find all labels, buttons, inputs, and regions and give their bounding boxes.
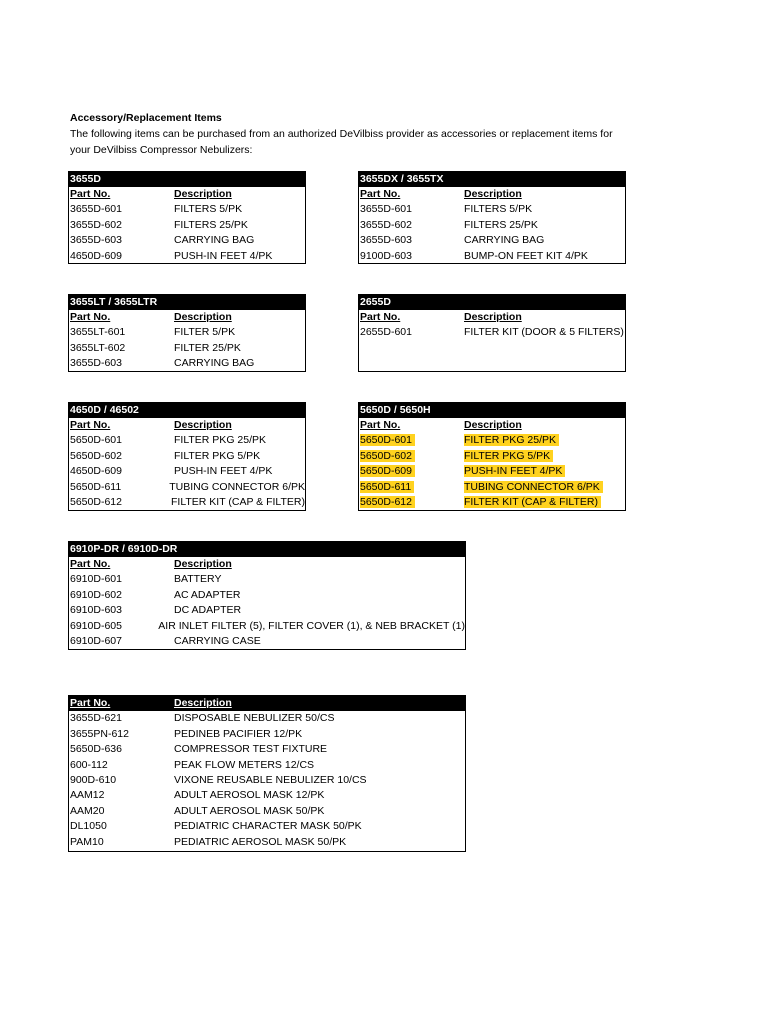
column-header-description: Description — [464, 311, 522, 323]
table-row — [69, 619, 465, 634]
part-number-text: 3655D-601 — [70, 203, 122, 216]
description-text: CARRYING BAG — [174, 357, 255, 370]
part-number-cell — [69, 603, 174, 618]
description-cell — [158, 619, 465, 634]
part-number-cell — [69, 464, 174, 479]
table-row — [359, 249, 625, 264]
table-row — [69, 341, 305, 356]
description-text: PEDIATRIC CHARACTER MASK 50/PK — [174, 820, 362, 833]
part-number-cell — [359, 202, 464, 217]
part-number-cell — [69, 835, 174, 850]
table-row — [69, 433, 305, 448]
description-cell — [464, 325, 624, 340]
description-text: CARRYING BAG — [464, 234, 545, 247]
part-number-text: 3655D-601 — [360, 203, 412, 216]
description-cell — [464, 249, 588, 264]
description-cell — [174, 464, 272, 479]
part-number-text: 5650D-611 — [70, 480, 122, 493]
table-row — [69, 804, 465, 819]
table-row — [69, 727, 465, 742]
table-title: 4650D / 46502 — [69, 403, 305, 418]
column-header-description: Description — [174, 419, 232, 431]
part-number-text: PAM10 — [70, 835, 104, 848]
table-row — [359, 433, 625, 448]
description-text: CARRYING BAG — [174, 234, 255, 247]
description-text: FILTER PKG 5/PK — [464, 450, 553, 462]
table-row — [69, 218, 305, 233]
description-cell — [174, 742, 327, 757]
description-text: FILTER KIT (CAP & FILTER) — [171, 495, 305, 508]
table-row — [69, 249, 305, 264]
table-title: 3655DX / 3655TX — [359, 172, 625, 187]
part-number-text: 900D-610 — [70, 773, 117, 786]
description-cell — [174, 202, 242, 217]
part-number-text: DL1050 — [70, 820, 107, 833]
description-cell — [464, 218, 538, 233]
description-text: PEAK FLOW METERS 12/CS — [174, 758, 315, 771]
description-cell — [174, 727, 302, 742]
description-cell — [174, 603, 241, 618]
table-row — [69, 711, 465, 726]
table-row — [359, 449, 625, 464]
table-row — [69, 495, 305, 510]
column-header-part-no: Part No. — [70, 419, 111, 431]
table-3655dx-3655tx — [358, 171, 626, 264]
part-number-cell — [359, 449, 464, 464]
table-row — [359, 233, 625, 248]
part-number-cell — [69, 218, 174, 233]
column-header-row — [359, 418, 625, 433]
page-title: Accessory/Replacement Items — [70, 112, 222, 124]
table-row — [69, 202, 305, 217]
description-cell — [174, 433, 266, 448]
part-number-cell — [359, 233, 464, 248]
description-cell — [174, 711, 334, 726]
column-header-description: Description — [464, 188, 522, 200]
part-number-text: 3655D-602 — [70, 218, 122, 231]
part-number-cell — [69, 341, 174, 356]
table-row — [69, 449, 305, 464]
description-cell — [174, 341, 241, 356]
table-2655d — [358, 294, 626, 372]
part-number-cell — [359, 249, 464, 264]
description-cell — [464, 495, 601, 510]
column-header-part-no: Part No. — [360, 188, 401, 200]
part-number-text: 5650D-602 — [70, 449, 122, 462]
description-text: ADULT AEROSOL MASK 50/PK — [174, 804, 325, 817]
part-number-cell — [359, 433, 464, 448]
description-cell — [174, 572, 221, 587]
part-number-text: 5650D-612 — [70, 495, 122, 508]
description-cell — [174, 449, 260, 464]
table-title: 5650D / 5650H — [359, 403, 625, 418]
part-number-text: 3655D-603 — [70, 234, 122, 247]
part-number-cell — [69, 634, 174, 649]
part-number-text: 5650D-612 — [360, 496, 415, 508]
intro-text-line-1: The following items can be purchased from an authorized DeVilbiss provider as accessories or replacement items for — [70, 128, 613, 140]
part-number-text: 6910D-601 — [70, 573, 122, 586]
table-row — [69, 742, 465, 757]
part-number-cell — [69, 495, 171, 510]
part-number-cell — [69, 249, 174, 264]
part-number-text: 5650D-602 — [360, 450, 415, 462]
description-text: FILTER KIT (CAP & FILTER) — [464, 496, 601, 508]
description-text: FILTER PKG 25/PK — [464, 434, 559, 446]
description-cell — [174, 634, 261, 649]
table-row — [69, 325, 305, 340]
table-4650d-46502 — [68, 402, 306, 511]
description-cell — [174, 819, 362, 834]
description-cell — [171, 495, 305, 510]
part-number-text: 4650D-609 — [70, 249, 122, 262]
table-5650d-5650h — [358, 402, 626, 511]
description-text: FILTER 25/PK — [174, 341, 241, 354]
part-number-text: 600-112 — [70, 758, 108, 771]
table-3655lt-3655ltr — [68, 294, 306, 372]
part-number-cell — [69, 233, 174, 248]
part-number-cell — [69, 711, 174, 726]
description-text: PEDINEB PACIFIER 12/PK — [174, 727, 303, 740]
part-number-cell — [69, 742, 174, 757]
description-text: FILTERS 5/PK — [174, 203, 243, 216]
description-cell — [169, 480, 305, 495]
table-title: 6910P-DR / 6910D-DR — [69, 542, 465, 557]
column-header-description: Description — [174, 558, 232, 570]
description-cell — [464, 464, 565, 479]
table-misc-items — [68, 695, 466, 852]
table-row — [359, 464, 625, 479]
table-title: 2655D — [359, 295, 625, 310]
part-number-text: 6910D-603 — [70, 604, 122, 617]
part-number-text: 6910D-602 — [70, 588, 122, 601]
part-number-cell — [69, 758, 174, 773]
part-number-cell — [359, 495, 464, 510]
part-number-text: 3655D-603 — [70, 357, 122, 370]
table-row — [359, 325, 625, 340]
part-number-cell — [69, 572, 174, 587]
description-text: TUBING CONNECTOR 6/PK — [169, 480, 305, 493]
description-text: VIXONE REUSABLE NEBULIZER 10/CS — [174, 773, 367, 786]
description-text: DISPOSABLE NEBULIZER 50/CS — [174, 712, 335, 725]
part-number-text: 3655D-602 — [360, 218, 412, 231]
column-header-part-no: Part No. — [70, 188, 111, 200]
description-cell — [174, 788, 324, 803]
description-cell — [174, 835, 346, 850]
table-row — [69, 819, 465, 834]
table-row — [359, 495, 625, 510]
part-number-cell — [69, 804, 174, 819]
description-cell — [174, 233, 254, 248]
table-row — [69, 603, 465, 618]
description-cell — [174, 325, 235, 340]
table-row — [69, 773, 465, 788]
part-number-text: 5650D-609 — [360, 465, 415, 477]
part-number-text: 3655LT-601 — [70, 326, 126, 339]
part-number-text: 5650D-601 — [360, 434, 415, 446]
part-number-cell — [69, 588, 174, 603]
table-title: 3655LT / 3655LTR — [69, 295, 305, 310]
part-number-text: 3655D-603 — [360, 234, 412, 247]
description-text: BATTERY — [174, 573, 222, 586]
description-cell — [174, 218, 248, 233]
part-number-text: 4650D-609 — [70, 465, 122, 478]
column-header-part-no: Part No. — [360, 311, 401, 323]
part-number-cell — [69, 788, 174, 803]
part-number-cell — [69, 727, 174, 742]
column-header-row — [69, 418, 305, 433]
description-text: AIR INLET FILTER (5), FILTER COVER (1), & NEB BRACKET (1) — [158, 619, 465, 632]
table-6910p-dr-6910d-dr — [68, 541, 466, 650]
table-row — [69, 464, 305, 479]
column-header-description: Description — [464, 419, 522, 431]
part-number-text: 6910D-605 — [70, 619, 122, 632]
part-number-text: 2655D-601 — [360, 326, 412, 339]
part-number-text: AAM20 — [70, 804, 105, 817]
table-row — [69, 588, 465, 603]
column-header-row — [69, 187, 305, 202]
table-row — [359, 202, 625, 217]
column-header-part-no: Part No. — [70, 697, 111, 709]
table-row — [69, 835, 465, 850]
part-number-text: 5650D-601 — [70, 434, 122, 447]
part-number-text: 3655D-621 — [70, 712, 122, 725]
column-header-row — [359, 187, 625, 202]
description-text: AC ADAPTER — [174, 588, 241, 601]
description-cell — [174, 773, 367, 788]
part-number-cell — [69, 773, 174, 788]
description-text: FILTER 5/PK — [174, 326, 236, 339]
description-cell — [174, 758, 314, 773]
description-text: FILTERS 25/PK — [464, 218, 538, 231]
description-text: COMPRESSOR TEST FIXTURE — [174, 743, 328, 756]
column-header-description: Description — [174, 188, 232, 200]
table-row — [69, 233, 305, 248]
part-number-cell — [69, 480, 169, 495]
part-number-text: 5650D-611 — [360, 481, 414, 493]
part-number-text: 6910D-607 — [70, 634, 122, 647]
description-cell — [174, 588, 241, 603]
table-row — [69, 788, 465, 803]
part-number-cell — [69, 619, 158, 634]
table-row — [69, 634, 465, 649]
description-cell — [174, 249, 272, 264]
description-text: PUSH-IN FEET 4/PK — [464, 465, 565, 477]
part-number-text: 5650D-636 — [70, 743, 122, 756]
column-header-row — [69, 557, 465, 572]
part-number-cell — [69, 433, 174, 448]
description-cell — [174, 804, 324, 819]
description-text: BUMP-ON FEET KIT 4/PK — [464, 249, 588, 262]
description-text: FILTERS 5/PK — [464, 203, 533, 216]
part-number-cell — [359, 218, 464, 233]
description-cell — [464, 202, 532, 217]
table-3655d — [68, 171, 306, 264]
part-number-text: 3655PN-612 — [70, 727, 129, 740]
description-text: FILTERS 25/PK — [174, 218, 248, 231]
table-row — [69, 572, 465, 587]
table-row — [69, 480, 305, 495]
description-text: DC ADAPTER — [174, 604, 242, 617]
table-title: 3655D — [69, 172, 305, 187]
description-text: PUSH-IN FEET 4/PK — [174, 249, 273, 262]
description-text: CARRYING CASE — [174, 634, 261, 647]
description-text: FILTER PKG 5/PK — [174, 449, 261, 462]
part-number-cell — [359, 480, 464, 495]
description-text: PEDIATRIC AEROSOL MASK 50/PK — [174, 835, 347, 848]
column-header-description: Description — [174, 311, 232, 323]
column-header-part-no: Part No. — [360, 419, 401, 431]
part-number-cell — [359, 325, 464, 340]
description-text: ADULT AEROSOL MASK 12/PK — [174, 789, 325, 802]
description-text: FILTER PKG 25/PK — [174, 434, 267, 447]
description-cell — [464, 233, 544, 248]
column-header-row — [359, 310, 625, 325]
table-row — [69, 356, 305, 371]
intro-block — [70, 110, 670, 158]
description-text: FILTER KIT (DOOR & 5 FILTERS) — [464, 326, 624, 339]
description-text: PUSH-IN FEET 4/PK — [174, 465, 273, 478]
part-number-text: 9100D-603 — [360, 249, 412, 262]
part-number-text: AAM12 — [70, 789, 105, 802]
description-cell — [174, 356, 254, 371]
part-number-cell — [69, 202, 174, 217]
column-header-part-no: Part No. — [70, 558, 111, 570]
part-number-cell — [69, 449, 174, 464]
description-cell — [464, 480, 603, 495]
intro-text-line-2: your DeVilbiss Compressor Nebulizers: — [70, 144, 253, 156]
description-text: TUBING CONNECTOR 6/PK — [464, 481, 603, 493]
part-number-cell — [359, 464, 464, 479]
table-row — [359, 480, 625, 495]
column-header-part-no: Part No. — [70, 311, 111, 323]
part-number-cell — [69, 325, 174, 340]
column-header-description: Description — [174, 697, 232, 709]
table-row — [69, 758, 465, 773]
part-number-text: 3655LT-602 — [70, 341, 126, 354]
part-number-cell — [69, 356, 174, 371]
description-cell — [464, 433, 559, 448]
part-number-cell — [69, 819, 174, 834]
description-cell — [464, 449, 553, 464]
column-header-row — [69, 696, 465, 711]
table-row — [359, 218, 625, 233]
column-header-row — [69, 310, 305, 325]
